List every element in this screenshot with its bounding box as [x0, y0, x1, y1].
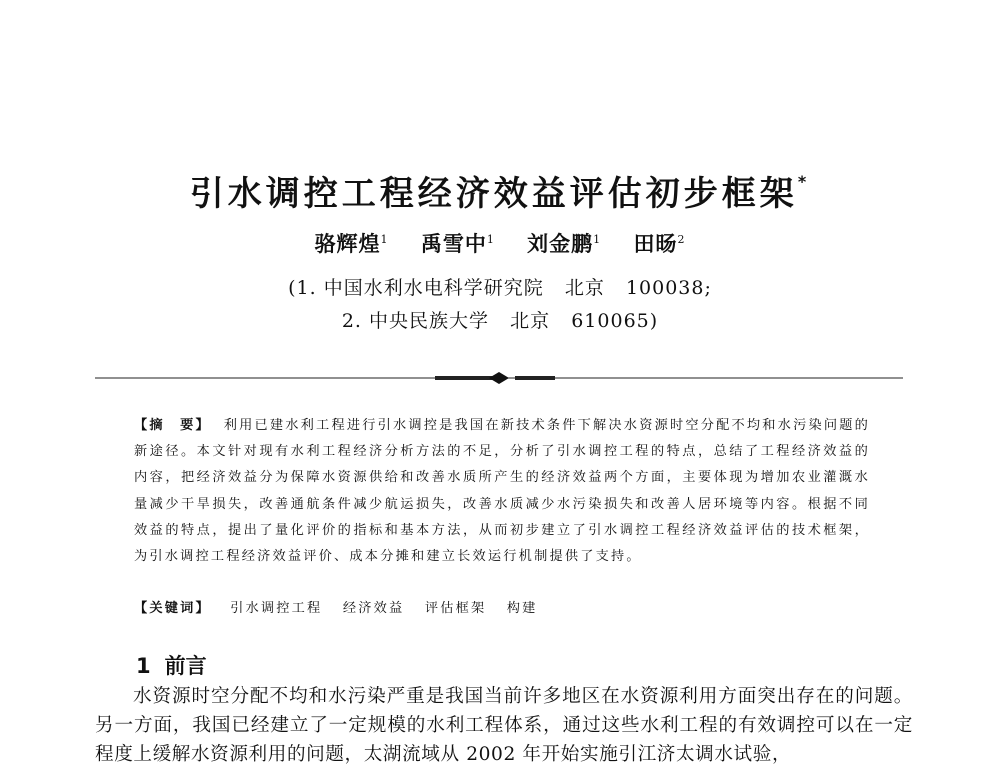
abstract-label: 【摘 要】	[134, 418, 211, 433]
author-list	[0, 228, 1000, 258]
keywords-label: 【关键词】	[134, 601, 211, 616]
author: 禹雪中$^1$	[420, 231, 495, 256]
keywords	[134, 597, 870, 616]
keyword: 评估框架	[424, 601, 487, 616]
author: 刘金鹏$^1$	[527, 231, 602, 256]
paper-title: 引水调控工程经济效益评估初步框架*	[189, 171, 811, 214]
affiliation-line: (1. 中国水利水电科学研究院 北京 100038;	[288, 277, 712, 299]
section-body-text: 水资源时空分配不均和水污染严重是我国当前许多地区在水资源利用方面突出存在的问题。另一方面，我国已经建立了一定规模的水利工程体系，通过这些水利工程的有效调控可以在一定程度上缓解水资源利用的问题，太湖流域从 2002 年开始实施引江济太调水试验，	[95, 686, 913, 765]
keyword: 构建	[506, 601, 538, 616]
author: 骆辉煌$^1$	[314, 231, 389, 256]
abstract-text: 利用已建水利工程进行引水调控是我国在新技术条件下解决水资源时空分配不均和水污染问题的新途径。本文针对现有水利工程经济分析方法的不足，分析了引水调控工程的特点，总结了工程经济效益的内容，把经济效益分为保障水资源供给和改善水质所产生的经济效益两个方面，主要体现为增加农业灌溉水量减少干旱损失，改善通航条件减少航运损失，改善水质减少水污染损失和改善人居环境等内容。根据不同效益的特点，提出了量化评价的指标和基本方法，从而初步建立了引水调控工程经济效益评估的技术框架，为引水调控工程经济效益评价、成本分摊和建立长效运行机制提供了支持。	[134, 418, 871, 565]
keyword: 引水调控工程	[230, 601, 323, 616]
abstract	[134, 413, 870, 570]
ornamental-divider	[95, 372, 903, 384]
title-footnote-mark: *	[797, 171, 811, 191]
author: 田旸$^2$	[633, 231, 686, 256]
keyword: 经济效益	[342, 601, 405, 616]
section-heading: 1 前言	[136, 654, 207, 678]
affiliation-line: 2. 中央民族大学 北京 610065)	[341, 310, 659, 332]
